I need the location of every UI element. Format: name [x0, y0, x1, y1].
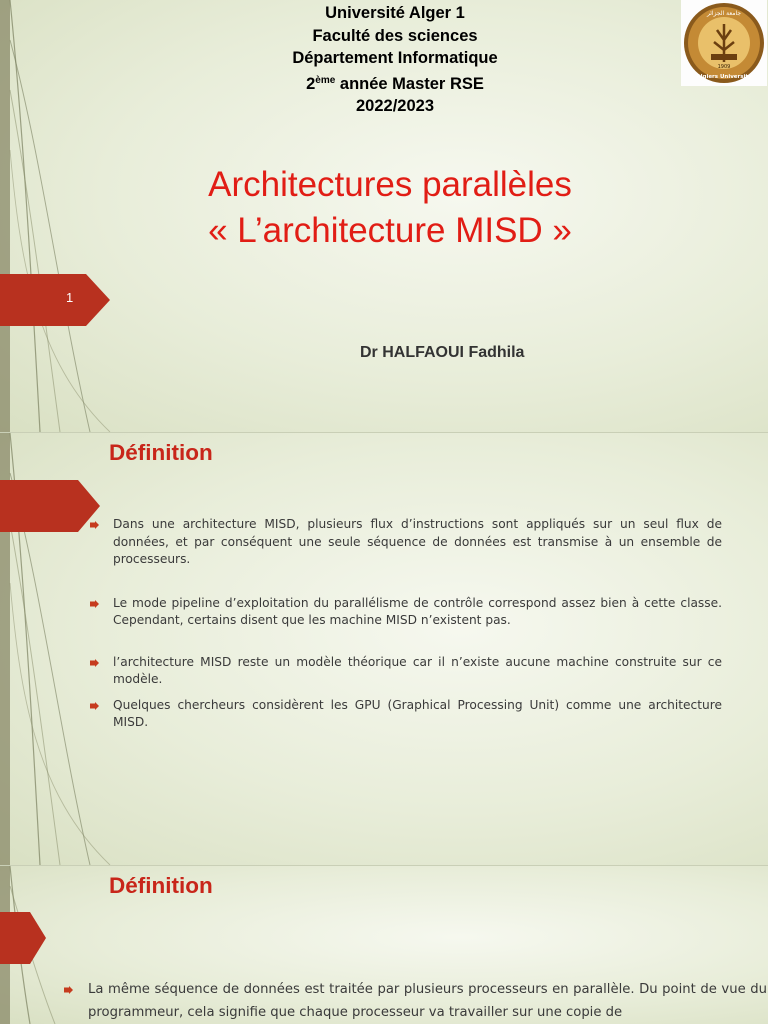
faculty-name: Faculté des sciences	[312, 26, 478, 45]
slide-definition-2	[0, 866, 768, 1024]
bullet-arrow-icon	[64, 986, 73, 994]
bullet-arrow-icon	[90, 702, 99, 710]
title-line-2: « L’architecture MISD »	[208, 211, 572, 250]
section-title: Définition	[109, 873, 213, 898]
university-name: Université Alger 1	[325, 4, 465, 22]
list-item: La même séquence de données est traitée par plusieurs processeurs en parallèle. Du point de vue du programmeur, cela signifie que chaque processeur va travailler sur une copie de	[64, 978, 767, 1024]
bullet-arrow-icon	[90, 521, 99, 529]
list-item: Quelques chercheurs considèrent les GPU (Graphical Processing Unit) comme une architecture MISD.	[90, 697, 722, 732]
left-edge-bar	[0, 0, 10, 432]
logo-year: 1909	[717, 64, 731, 70]
academic-year: 2022/2023	[356, 97, 434, 115]
bullet-arrow-icon	[90, 659, 99, 667]
presentation-title	[80, 162, 700, 254]
slide-title	[0, 0, 768, 432]
department-name: Département Informatique	[292, 49, 498, 67]
slide-tab	[0, 912, 110, 964]
slide-number-tab	[0, 274, 110, 326]
program-year: 2ème année Master RSE	[306, 74, 484, 93]
list-item: Dans une architecture MISD, plusieurs flux d’instructions sont appliqués sur un seul flux de données, et par conséquent une seule séquence de données est transmise à un ensemble de processeurs.	[90, 516, 722, 569]
section-title: Définition	[109, 440, 213, 465]
definition-bullet-list	[64, 978, 767, 1024]
institution-header	[250, 2, 540, 118]
logo-english-text: Algiers University	[696, 74, 752, 80]
list-item: l’architecture MISD reste un modèle théorique car il n’existe aucune machine construite sur ce modèle.	[90, 654, 722, 689]
slide-number: 1	[66, 290, 74, 305]
logo-arabic-text: جامعة الجزائر	[706, 10, 742, 17]
bullet-arrow-icon	[90, 600, 99, 608]
university-logo	[681, 0, 767, 86]
definition-bullet-list	[90, 516, 722, 732]
slide-definition-1	[0, 433, 768, 865]
list-item: Le mode pipeline d’exploitation du parallélisme de contrôle correspond assez bien à cette classe. Cependant, certains disent que les machine MISD n’existent pas.	[90, 595, 722, 630]
title-line-1: Architectures parallèles	[208, 165, 572, 204]
author-name: Dr HALFAOUI Fadhila	[360, 344, 525, 361]
